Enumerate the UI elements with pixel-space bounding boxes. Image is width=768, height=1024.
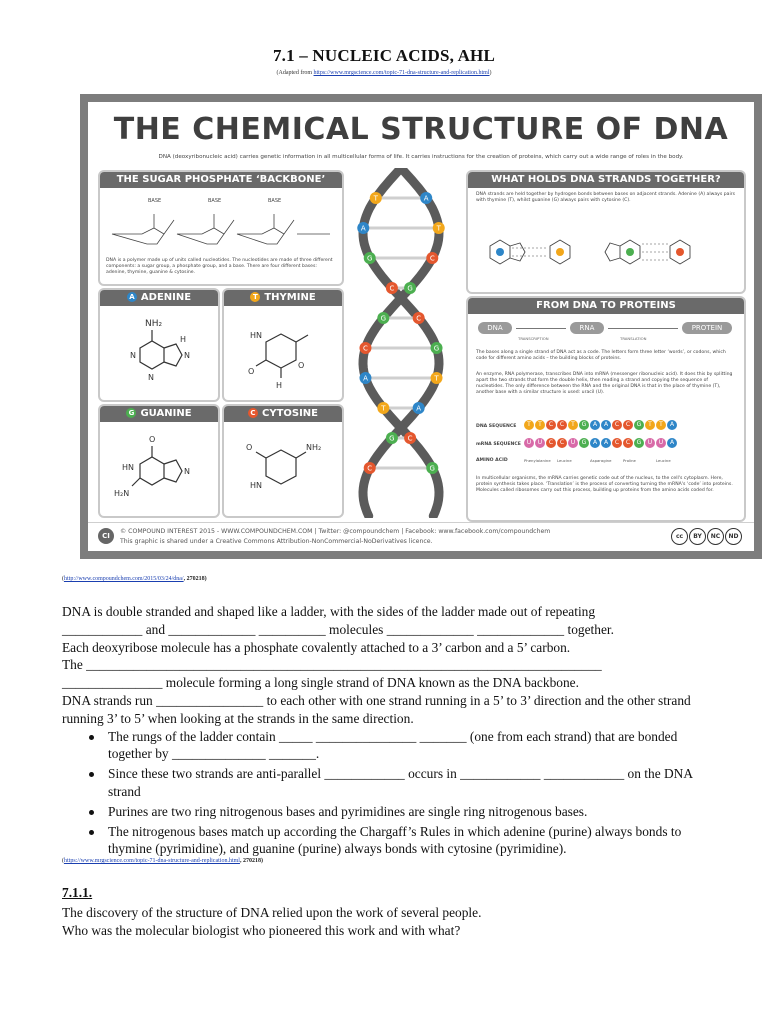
ci-logo: CI	[98, 528, 114, 544]
thymine-panel	[222, 288, 344, 402]
sequence-bead: A	[590, 438, 600, 448]
cytosine-panel	[222, 404, 344, 518]
amino-acid-row	[476, 456, 740, 466]
svg-text:N: N	[184, 351, 190, 360]
sequence-bead: A	[667, 420, 677, 430]
base-bead-letter: A	[416, 404, 422, 413]
base-bead-letter: G	[407, 284, 413, 293]
dna-sequence-row	[476, 420, 740, 434]
sequence-bead: A	[601, 438, 611, 448]
page-title: 7.1 – NUCLEIC ACIDS, AHL	[272, 46, 496, 65]
base-bead-letter: C	[407, 434, 413, 443]
sequence-bead: T	[524, 420, 534, 430]
base-label-2: BASE	[208, 198, 222, 204]
sequence-bead: U	[645, 438, 655, 448]
adenine-structure-icon	[102, 308, 216, 396]
flow-label-translation: TRANSLATION	[620, 336, 647, 341]
holds-panel	[466, 170, 746, 294]
sequence-bead: C	[612, 438, 622, 448]
base-bead-letter: C	[429, 254, 435, 263]
thymine-label: THYMINE	[264, 292, 316, 303]
paragraph-2: Each deoxyribose molecule has a phosphate covalently attached to a 3’ carbon and a 5’ carbon.	[62, 639, 571, 655]
paragraph-3a: The _____________________________________________________________________________	[62, 657, 602, 673]
svg-text:NH₂: NH₂	[306, 443, 322, 452]
svg-text:H: H	[180, 335, 187, 344]
poster-intro: DNA (deoxyribonucleic acid) carries genetic information in all multicellular forms of life. It carries instructions for the creation of proteins, which carry out a wide range of roles in the body.	[158, 154, 684, 160]
svg-text:N: N	[130, 351, 136, 360]
backbone-heading: THE SUGAR PHOSPHATE ‘BACKBONE’	[100, 172, 342, 188]
sequence-bead: C	[546, 438, 556, 448]
dna-rna-protein-flow	[478, 322, 734, 344]
paragraph-1a: DNA is double stranded and shaped like a ladder, with the sides of the ladder made out of repeating	[62, 604, 596, 619]
base-bead-letter: A	[360, 224, 366, 233]
amino-acid-name: Leucine	[656, 458, 671, 463]
proteins-text-2: An enzyme, RNA polymerase, transcribes DNA into mRNA (messenger ribonucleic acid). It does this by splitting apart the two strands that form the double helix, then reading a strand and copying the sequence of nucleotides. The only difference between the RNA and the original DNA is that in the place of thymine (T), another base with a similar structure is used: uracil (U).	[476, 372, 733, 395]
base-bead-letter: C	[363, 344, 368, 353]
backbone-text: DNA is a polymer made up of units called nucleotides. The nucleotides are made of three different components: a sugar group, a phosphate group, and a base. There are four different bases: adenine, thymine, guanine & cytosine.	[106, 258, 333, 275]
base-bead-letter: T	[436, 224, 441, 233]
base-bead-letter: A	[363, 374, 368, 383]
cytosine-badge: C	[248, 408, 258, 418]
bullet-list	[62, 728, 712, 859]
amino-acid-name: Leucine	[557, 458, 572, 463]
sequence-bead: T	[535, 420, 545, 430]
holds-text: DNA strands are held together by hydrogen bonds between bases on adjacent strands. Adenine (A) always pairs with thymine (T), whilst guanine (G) always pairs with cytosine (C).	[476, 192, 736, 203]
svg-text:O: O	[298, 361, 305, 370]
svg-text:HN: HN	[250, 481, 262, 490]
sequence-bead: C	[612, 420, 622, 430]
flow-protein: PROTEIN	[682, 322, 732, 334]
sequence-bead: C	[623, 438, 633, 448]
flow-rna: RNA	[570, 322, 604, 334]
holds-heading: WHAT HOLDS DNA STRANDS TOGETHER?	[468, 172, 744, 188]
paragraph-1b: ____________ and _____________ __________ molecules _____________ _____________ together.	[62, 621, 614, 637]
adenine-label: ADENINE	[140, 292, 192, 303]
sequence-bead: C	[557, 438, 567, 448]
sequence-bead: U	[656, 438, 666, 448]
sequence-bead: U	[524, 438, 534, 448]
sequence-bead: G	[579, 420, 589, 430]
proteins-panel	[466, 296, 746, 522]
base-bead-letter: C	[416, 314, 422, 323]
adenine-panel	[98, 288, 220, 402]
text-source-link[interactable]: https://www.mrgscience.com/topic-71-dna-structure-and-replication.html	[64, 858, 240, 864]
bullet-item: Since these two strands are anti-parallel ____________ occurs in ____________ ____________ on the DNA strand	[108, 765, 712, 801]
base-bead-letter: G	[380, 314, 387, 323]
bullet-item: The rungs of the ladder contain _____ _______________ _______ (one from each strand) that are bonded together by ______________ _______.	[108, 728, 712, 764]
flow-label-transcription: TRANSCRIPTION	[518, 336, 549, 341]
bullet-item: The nitrogenous bases match up according the Chargaff’s Rules in which adenine (purine) always bonds to thymine (pyrimidine), and guanine (purine) always bonds with cytosine (pyrimidine).	[108, 823, 712, 859]
base-bead-letter: G	[367, 254, 373, 263]
flow-dna: DNA	[478, 322, 512, 334]
base-bead-letter: A	[423, 194, 429, 203]
base-bead-letter: G	[433, 344, 440, 353]
dna-infographic	[80, 94, 762, 559]
paragraph-3b: _______________ molecule forming a long single strand of DNA known as the DNA backbone.	[62, 675, 579, 691]
question-block	[62, 904, 712, 940]
amino-acid-name: Asparagine	[590, 458, 612, 463]
proteins-heading: FROM DNA TO PROTEINS	[468, 298, 744, 314]
backbone-panel	[98, 170, 344, 286]
sequence-bead: T	[645, 420, 655, 430]
sequence-bead: G	[579, 438, 589, 448]
sequence-bead: C	[557, 420, 567, 430]
cytosine-label: CYTOSINE	[261, 408, 319, 419]
proteins-text-3: In multicellular organisms, the mRNA carries genetic code out of the nucleus, to the cell's cytoplasm. Here, protein synthesis takes place. ‘Translation’ is the process of converting turning the mRNA's ‘code’ into proteins. Molecules called ribosomes carry out this process, building up proteins from the amino acids coded for.	[476, 476, 733, 493]
sequence-bead: T	[568, 420, 578, 430]
svg-text:O: O	[149, 435, 156, 444]
sequence-bead: A	[590, 420, 600, 430]
nc-icon: NC	[707, 528, 724, 545]
adenine-badge: A	[127, 292, 137, 302]
svg-text:NH₂: NH₂	[145, 319, 163, 329]
bullet-item: Purines are two ring nitrogenous bases and pyrimidines are single ring nitrogenous bases.	[108, 803, 712, 821]
sequence-bead: U	[568, 438, 578, 448]
guanine-label: GUANINE	[140, 408, 192, 419]
svg-text:N: N	[184, 467, 190, 476]
image-source-link[interactable]: http://www.compoundchem.com/2015/03/24/dna/	[64, 576, 184, 582]
base-bead-letter: G	[389, 434, 395, 443]
sequence-bead: G	[634, 420, 644, 430]
question-line-1: The discovery of the structure of DNA relied upon the work of several people.	[62, 905, 482, 920]
mrna-sequence-label: mRNA SEQUENCE	[476, 442, 521, 447]
dna-double-helix	[346, 168, 456, 518]
amino-acid-name: Phenylalanine	[524, 458, 551, 463]
guanine-badge: G	[126, 408, 136, 418]
svg-text:O: O	[246, 443, 253, 452]
image-source: (http://www.compoundchem.com/2015/03/24/dna/, 270218)	[62, 576, 207, 582]
guanine-structure-icon	[102, 424, 216, 512]
thymine-badge: T	[250, 292, 260, 302]
sequence-bead: T	[656, 420, 666, 430]
base-pair-diagram	[470, 216, 740, 286]
mrna-sequence-row	[476, 438, 740, 452]
guanine-panel	[98, 404, 220, 518]
cytosine-structure-icon	[226, 424, 340, 512]
footer-line-2: This graphic is shared under a Creative Commons Attribution-NonCommercial-NoDerivatives licence.	[120, 538, 433, 545]
sequence-bead: C	[623, 420, 633, 430]
base-bead-letter: T	[381, 404, 386, 413]
by-icon: BY	[689, 528, 706, 545]
adapted-link[interactable]: https://www.mrgscience.com/topic-71-dna-structure-and-replication.html	[313, 70, 490, 76]
footer-line-1: © COMPOUND INTEREST 2015 - WWW.COMPOUNDCHEM.COM | Twitter: @compoundchem | Facebook: www.facebook.com/compoundchem	[120, 528, 551, 535]
paragraph-4: DNA strands run ________________ to each other with one strand running in a 5’ to 3’ direction and the other strand running 3’ to 5’ when looking at the strands in the same direction.	[62, 692, 691, 726]
svg-text:H₂N: H₂N	[114, 489, 130, 498]
svg-text:H: H	[276, 381, 283, 390]
svg-text:HN: HN	[122, 463, 134, 472]
flow-arrow-1	[516, 328, 566, 329]
base-bead-letter: C	[389, 284, 395, 293]
sequence-bead: A	[667, 438, 677, 448]
poster-footer	[88, 522, 754, 551]
cc-icon: cc	[671, 528, 688, 545]
sequence-bead: A	[601, 420, 611, 430]
poster-title: THE CHEMICAL STRUCTURE OF DNA	[113, 112, 729, 147]
flow-arrow-2	[608, 328, 678, 329]
backbone-diagram	[102, 190, 340, 260]
amino-acid-label: AMINO ACID	[476, 458, 508, 463]
nd-icon: ND	[725, 528, 742, 545]
svg-text:HN: HN	[250, 331, 262, 340]
proteins-text-1: The bases along a single strand of DNA act as a code. The letters form three letter ‘words’, or codons, which code for different amino acids – the building blocks of proteins.	[476, 350, 726, 361]
cc-license-icons	[670, 528, 742, 545]
worksheet-body	[62, 603, 712, 860]
base-bead-letter: T	[434, 374, 439, 383]
svg-text:N: N	[148, 373, 154, 382]
base-bead-letter: G	[429, 464, 435, 473]
sequence-bead: G	[634, 438, 644, 448]
svg-text:O: O	[248, 367, 255, 376]
base-label-1: BASE	[148, 198, 162, 204]
text-source: (https://www.mrgscience.com/topic-71-dna-structure-and-replication.html, 270218)	[62, 858, 263, 864]
question-line-2: Who was the molecular biologist who pioneered this work and with what?	[62, 922, 461, 938]
adapted-note: (Adapted from https://www.mrgscience.com/topic-71-dna-structure-and-replication.html)	[276, 70, 492, 76]
base-bead-letter: T	[373, 194, 378, 203]
amino-acid-name: Proline	[623, 458, 636, 463]
thymine-structure-icon	[226, 308, 340, 396]
base-bead-letter: C	[367, 464, 373, 473]
sequence-bead: U	[535, 438, 545, 448]
dna-sequence-label: DNA SEQUENCE	[476, 424, 517, 429]
section-heading: 7.1.1.	[62, 885, 93, 900]
sequence-bead: C	[546, 420, 556, 430]
base-label-3: BASE	[268, 198, 282, 204]
